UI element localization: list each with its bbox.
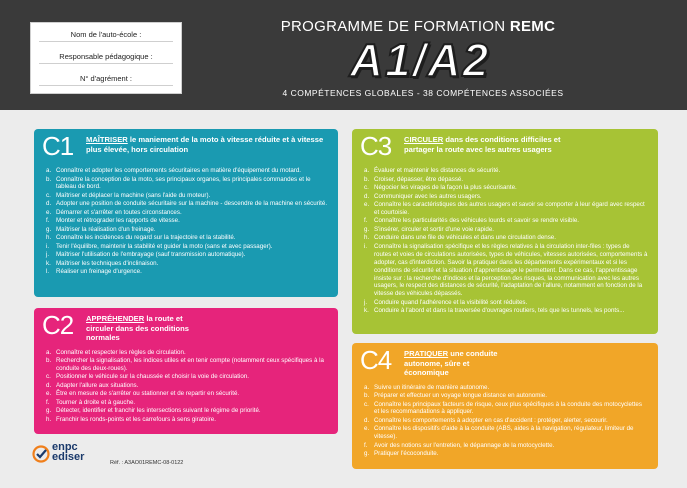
competency-item [46,192,328,200]
competency-item-letter: b. [364,392,370,399]
panel-header [352,343,658,382]
competency-item-text: Connaître la conception de la moto, ses principaux organes, les principales commandes et le tableau de bord. [56,175,311,191]
competency-item-letter: b. [46,357,52,364]
competency-item-text: Franchir les ronds-points et les carrefours à sens giratoire. [56,415,216,423]
competency-panel-c2 [34,308,338,434]
competency-item [46,416,328,424]
school-name-field: Nom de l'auto-école : [39,29,173,42]
competency-item-text: Adopter une position de conduite sécuritaire sur la machine - descendre de la machine en sécurité. [56,200,328,208]
competency-item-text: Connaître et adopter les comportements sécuritaires en matière d'équipement du motard. [56,167,302,174]
panel-title-key: MAÎTRISER [86,135,128,144]
page-header [0,0,687,110]
competency-item-letter: j. [46,251,50,259]
competency-item-text: Maîtriser la réalisation d'un freinage. [56,225,156,233]
competency-item [364,176,648,184]
competency-item [364,217,648,225]
competency-item-text: Maîtriser l'utilisation de l'embrayage (sauf transmission automatique). [56,251,246,259]
competency-item-letter: g. [364,225,370,233]
competency-item-text: Connaître les comportements à adopter en cas d'accident : protéger, alerter, secourir. [374,416,608,424]
panel-title-key: CIRCULER [404,135,444,144]
panel-title-rest: le maniement de la moto à vitesse réduite et à vitesse plus élevée, hors circulation [86,135,324,154]
competency-item [46,226,328,234]
competencies-subtitle: 4 COMPÉTENCES GLOBALES - 38 COMPÉTENCES ASSOCIÉES [282,88,564,98]
competency-item [46,407,328,415]
competency-item-letter: d. [364,416,370,424]
logo-line-1: enpc [52,441,78,453]
competency-item [364,201,648,217]
panel-title-key: PRATIQUER [404,349,449,358]
competency-item-text: Monter et rétrograder les rapports de vitesse. [56,217,180,225]
panel-title-rest: dans des conditions difficiles et partager la route avec les autres usagers [404,135,561,154]
competency-item [364,299,648,307]
competency-item [46,234,328,242]
competency-item [364,417,648,425]
competency-item-letter: h. [46,234,52,242]
competency-item-text: Évaluer et maintenir les distances de sécurité. [374,167,501,174]
competency-item [364,234,648,242]
competency-item-letter: f. [46,398,50,406]
panel-number: C4 [360,345,392,375]
competency-item-text: Maîtriser et déplacer la machine (sans l'aide du moteur). [56,191,211,199]
panel-title [86,314,330,343]
competency-panel-c4 [352,343,658,469]
panel-title [404,349,650,378]
competency-item-text: Connaître les dispositifs d'aide à la conduite (ABS, aides à la navigation, régulateur, limiteur de vitesse). [374,425,634,441]
competency-item-letter: d. [364,192,370,200]
panel-header [352,129,658,165]
panel-header [34,129,338,165]
panel-number: C2 [42,310,74,340]
competency-item [46,373,328,381]
license-category-title: A1/A2 [349,34,491,86]
competency-item [46,243,328,251]
competency-item [364,226,648,234]
competency-item-text: Communiquer avec les autres usagers. [374,192,482,200]
competency-item-text: Maîtriser les techniques d'inclinaison. [56,259,159,267]
competency-panel-c1 [34,129,338,297]
panel-title-rest: une conduite autonome, sûre et économique [404,349,498,377]
competency-panel-c3 [352,129,658,334]
competency-item-text: Conduire à l'abord et dans la traversée d'ouvrages routiers, tels que les tunnels, les ponts... [374,307,625,315]
competency-item [46,390,328,398]
competency-item-letter: a. [46,348,52,356]
panel-title-key: APPRÉHENDER [86,314,145,323]
competency-item-letter: c. [364,184,369,191]
competency-item-letter: e. [364,425,370,433]
competency-item-letter: b. [364,175,370,183]
competency-item [46,260,328,268]
competency-item-text: Positionner le véhicule sur la chaussée et choisir la voie de circulation. [56,373,249,381]
competency-item-letter: a. [364,167,370,174]
competency-item-letter: h. [46,415,52,423]
competency-item [364,193,648,201]
competency-item [46,176,328,192]
competency-item [364,384,648,392]
competency-item-text: Connaître les particularités des véhicules lourds et savoir se rendre visible. [374,217,579,225]
competency-item-letter: f. [46,217,50,225]
competency-item-letter: i. [46,242,50,250]
competency-item-text: Tenir l'équilibre, maintenir la stabilité et guider la moto (sans et avec passager). [56,242,273,250]
competency-item-letter: e. [46,208,52,216]
logo-check-icon [32,445,50,463]
competency-item-text: S'insérer, circuler et sortir d'une voie rapide. [374,225,494,233]
competency-item [364,401,648,417]
competency-item-text: Adapter l'allure aux situations. [56,381,139,389]
competency-item-letter: i. [364,242,368,250]
competency-item-text: Conduire quand l'adhérence et la visibilité sont réduites. [374,298,528,306]
competency-item-letter: e. [46,390,52,398]
competency-item-letter: d. [46,200,52,208]
competency-item-text: Rechercher la signalisation, les indices utiles et en tenir compte (notamment ceux spécifiques à la conduite des deux-roues). [56,357,324,372]
competency-item-text: Négocier les virages de la façon la plus sécurisante. [374,184,517,191]
competency-list [34,165,338,276]
competency-item-text: Réaliser un freinage d'urgence. [56,268,142,276]
panel-title [404,135,650,154]
document-reference: Réf. : A3AO01REMC-08-0122 [110,460,184,466]
competency-item-text: Connaître et respecter les règles de circulation. [56,348,186,356]
competency-item [364,450,648,458]
competency-item [46,251,328,259]
competency-item [364,307,648,315]
competency-item [364,167,648,175]
competency-item [46,217,328,225]
competency-item [364,184,648,192]
competency-item-letter: g. [364,450,370,458]
competency-item-letter: l. [46,268,50,276]
competency-item-letter: e. [364,201,370,208]
competency-item [46,200,328,208]
competency-list [352,165,658,315]
competency-list [352,382,658,459]
competency-item-text: Pratiquer l'écoconduite. [374,450,439,458]
competency-item-text: Connaître les incidences du regard sur la trajectoire et la stabilité. [56,234,236,242]
competency-item [364,442,648,450]
competency-item-letter: a. [46,167,52,174]
competency-item-text: Connaître les principaux facteurs de risque, ceux plus spécifiques à la conduite des motocyclettes et les recommandations à appliquer. [374,400,642,416]
competency-item [46,209,328,217]
competency-item-text: Suivre un itinéraire de manière autonome. [374,383,490,391]
panel-number: C1 [42,131,74,161]
panel-title [86,135,330,154]
competency-item-text: Détecter, identifier et franchir les intersections suivant le régime de priorité. [56,407,261,415]
competency-item-letter: f. [364,441,368,449]
competency-item-letter: f. [364,217,368,225]
panel-title-rest: la route et circuler dans des conditions normales [86,314,189,342]
competency-item-letter: c. [364,400,369,408]
competency-item-letter: b. [46,175,52,183]
competency-item [364,425,648,441]
competency-item-letter: c. [46,373,51,381]
program-title [268,18,568,35]
competency-item-letter: g. [46,407,52,415]
competency-item-text: Conduire dans une file de véhicules et dans une circulation dense. [374,234,556,242]
competency-item-text: Être en mesure de s'arrêter ou stationner et de repartir en sécurité. [56,390,240,398]
competency-item-text: Connaître les caractéristiques des autres usagers et savoir se comporter à leur égard avec respect et courtoisie. [374,201,645,216]
competency-item-text: Connaître la signalisation spécifique et les règles relatives à la circulation inter-files : types de routes et voies de circulations autorisées, types de véhicules, vitesses autorisées, comportements à adopter, cas d'interdiction. Savoir la pratiquer dans les départements expérimentaux et si les conditions de sécurité et la situation d'apprentissage le permettent. Dans ce cas, l'apprentissage insiste sur : la recherche d'indices et la perception des risques, la communication avec les autres usagers, le respect des distances de sécurité, l'adaptation de l'allure, notamment en fonction de la vitesse des véhicules dépassés. [374,242,648,298]
pedagogical-manager-field: Responsable pédagogique : [39,51,173,64]
competency-item [46,167,328,175]
competency-item-text: Avoir des notions sur l'entretien, le dépannage de la motocyclette. [374,441,555,449]
enpc-ediser-logo [32,442,102,472]
competency-item [46,268,328,276]
competency-item-letter: k. [364,307,369,315]
competency-item-letter: j. [364,298,368,306]
panel-header [34,308,338,347]
competency-item-text: Croiser, dépasser, être dépassé. [374,175,464,183]
competency-item [364,392,648,400]
competency-list [34,347,338,424]
competency-item-letter: g. [46,225,52,233]
competency-item-letter: k. [46,259,51,267]
competency-item-text: Tourner à droite et à gauche. [56,398,136,406]
competency-item-letter: h. [364,234,370,242]
school-id-card [30,22,182,94]
competency-item [46,357,328,373]
competency-item-letter: a. [364,383,370,391]
competency-item [46,399,328,407]
program-title-prefix: PROGRAMME DE FORMATION [280,18,506,35]
logo-line-2: ediser [52,451,85,463]
approval-number-field: N° d'agrément : [39,73,173,86]
program-title-brand: REMC [509,18,556,35]
competency-item-text: Préparer et effectuer un voyage longue distance en autonomie. [374,392,547,399]
competency-item [46,349,328,357]
competency-item [364,243,648,298]
competency-item-letter: d. [46,381,52,389]
panel-number: C3 [360,131,392,161]
logo-text [52,442,84,462]
competency-item-letter: c. [46,191,51,199]
competency-item-text: Démarrer et s'arrêter en toutes circonstances. [56,208,182,216]
competency-item [46,382,328,390]
